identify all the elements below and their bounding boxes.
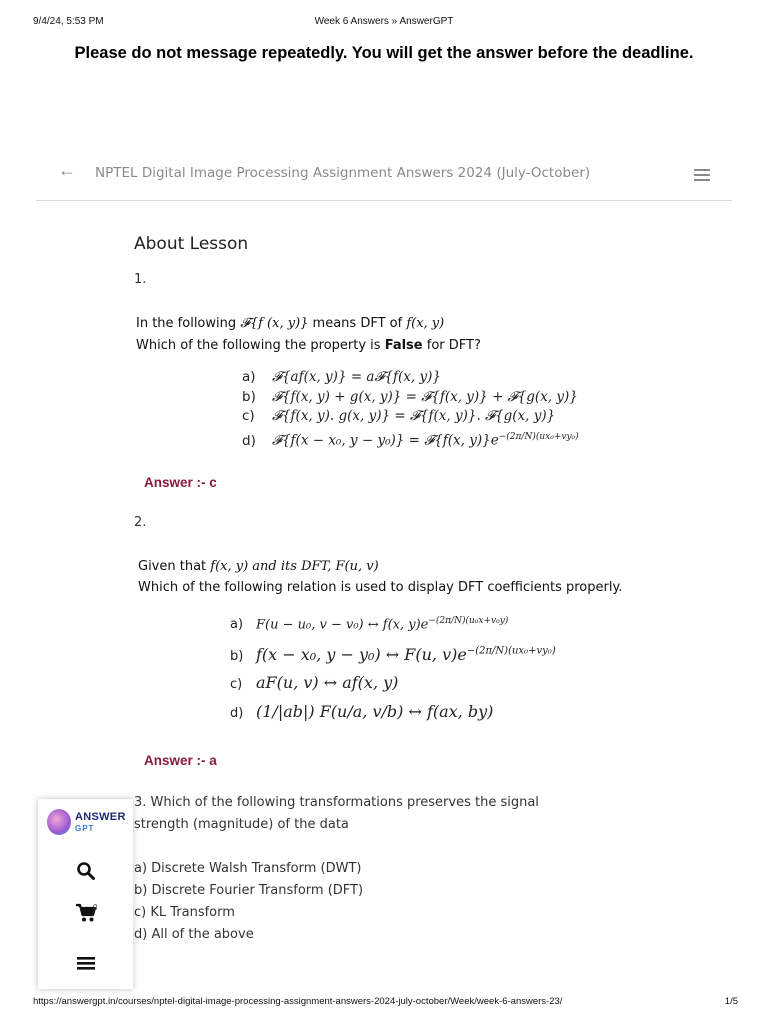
cart-icon[interactable] bbox=[38, 903, 133, 928]
course-bar bbox=[36, 158, 732, 201]
print-footer-page: 1/5 bbox=[724, 996, 738, 1007]
q1-option-c bbox=[242, 408, 555, 424]
q1-line1-math2: f(x, y) bbox=[406, 316, 445, 331]
notice-banner: Please do not message repeatedly. You will get the answer before the deadline. bbox=[74, 44, 694, 62]
brain-icon bbox=[47, 809, 71, 835]
arrow-left-icon[interactable]: ← bbox=[58, 160, 76, 180]
question-2-line2: Which of the following relation is used to display DFT coefficients properly. bbox=[138, 580, 623, 595]
course-title[interactable]: NPTEL Digital Image Processing Assignment Answers 2024 (July-October) bbox=[95, 165, 591, 181]
q1-option-c-text: 𝓕{f(x, y). g(x, y)} = 𝓕{f(x, y)}. 𝓕{g(x, y)} bbox=[272, 408, 556, 424]
logo-line2: GPT bbox=[75, 824, 95, 833]
q1-line1-mid: means DFT of bbox=[308, 316, 407, 331]
cart-count: 0 bbox=[93, 903, 98, 912]
question-2-image bbox=[138, 556, 622, 598]
print-header bbox=[0, 16, 768, 32]
q2-option-b-exponent: −(2π/N)(ux₀+vy₀) bbox=[466, 645, 556, 657]
q1-option-c-label: c) bbox=[242, 408, 255, 424]
q2-option-d-label: d) bbox=[230, 706, 244, 721]
print-datetime: 9/4/24, 5:53 PM bbox=[33, 16, 104, 27]
menu-icon[interactable] bbox=[38, 955, 133, 976]
q2-option-b-text: f(x − x₀, y − y₀) ↔ F(u, v)e bbox=[256, 645, 467, 664]
q1-option-d-exponent: −(2π/N)(ux₀+vy₀) bbox=[498, 432, 579, 442]
q2-line1-prefix: Given that bbox=[138, 559, 211, 574]
q2-option-a-text: F(u − u₀, v − v₀) ↔ f(x, y)e bbox=[256, 617, 429, 633]
question-2-line1 bbox=[138, 556, 622, 577]
question-1-line2 bbox=[136, 335, 481, 357]
q1-option-d bbox=[242, 432, 579, 449]
q2-option-d bbox=[230, 702, 493, 721]
q3-option-c: c) KL Transform bbox=[134, 905, 235, 920]
q1-line1-math: 𝓕{f (x, y)} bbox=[240, 316, 309, 331]
question-1-number: 1. bbox=[134, 272, 147, 287]
q1-answer-value: c bbox=[209, 475, 217, 490]
print-footer-url: https://answergpt.in/courses/nptel-digital-image-processing-assignment-answers-2024-july-october/Week/week-6-answers-23/ bbox=[33, 996, 563, 1007]
q1-option-a-text: 𝓕{af(x, y)} = a𝓕{f(x, y)} bbox=[272, 369, 441, 385]
question-2-answer bbox=[144, 753, 217, 768]
q1-option-d-label: d) bbox=[242, 432, 256, 449]
q1-option-d-text: 𝓕{f(x − x₀, y − y₀)} = 𝓕{f(x, y)}e bbox=[272, 432, 499, 449]
q1-line1-prefix: In the following bbox=[136, 316, 241, 331]
q2-option-c-text: aF(u, v) ↔ af(x, y) bbox=[256, 673, 399, 692]
logo-line1: ANSWER bbox=[75, 811, 126, 823]
hamburger-icon[interactable] bbox=[694, 169, 710, 181]
question-2-number: 2. bbox=[134, 515, 147, 530]
q2-option-c-label: c) bbox=[230, 677, 243, 692]
side-widget bbox=[38, 799, 133, 989]
question-1-image bbox=[136, 313, 481, 357]
q1-option-a-label: a) bbox=[242, 369, 256, 385]
q2-option-a-label: a) bbox=[230, 617, 244, 633]
lesson-heading: About Lesson bbox=[134, 234, 249, 254]
q1-line2-suffix: for DFT? bbox=[422, 338, 481, 353]
q2-option-a bbox=[230, 616, 508, 632]
search-icon[interactable] bbox=[38, 861, 133, 886]
answergpt-logo[interactable] bbox=[47, 809, 127, 839]
q2-answer-label: Answer :- bbox=[144, 753, 210, 768]
q2-option-d-text: (1/|ab|) F(u/a, v/b) ↔ f(ax, by) bbox=[256, 702, 494, 721]
q1-option-b-label: b) bbox=[242, 389, 256, 405]
q3-option-a: a) Discrete Walsh Transform (DWT) bbox=[134, 861, 362, 876]
q2-line1-math: f(x, y) and its DFT, F(u, v) bbox=[210, 559, 379, 574]
q2-option-b-label: b) bbox=[230, 649, 244, 664]
q1-line2-bold: False bbox=[384, 338, 423, 353]
q1-answer-label: Answer :- bbox=[144, 475, 210, 490]
question-1-answer bbox=[144, 475, 217, 490]
q1-option-a bbox=[242, 369, 441, 385]
q1-option-b-text: 𝓕{f(x, y) + g(x, y)} = 𝓕{f(x, y)} + 𝓕{g(x, y)} bbox=[272, 389, 578, 405]
question-3-text: 3. Which of the following transformations preserves the signal strength (magnitude) of the data bbox=[134, 795, 539, 832]
q2-option-b bbox=[230, 645, 556, 664]
q2-option-c bbox=[230, 673, 398, 692]
print-page-title: Week 6 Answers » AnswerGPT bbox=[314, 16, 454, 27]
question-1-line1 bbox=[136, 313, 481, 335]
q1-line2-prefix: Which of the following the property is bbox=[136, 338, 385, 353]
q3-option-d: d) All of the above bbox=[134, 927, 254, 942]
q1-option-b bbox=[242, 389, 578, 405]
question-3 bbox=[134, 792, 594, 946]
q2-option-a-exponent: −(2π/N)(u₀x+v₀y) bbox=[428, 616, 509, 626]
q3-option-b: b) Discrete Fourier Transform (DFT) bbox=[134, 883, 364, 898]
q2-answer-value: a bbox=[209, 753, 217, 768]
